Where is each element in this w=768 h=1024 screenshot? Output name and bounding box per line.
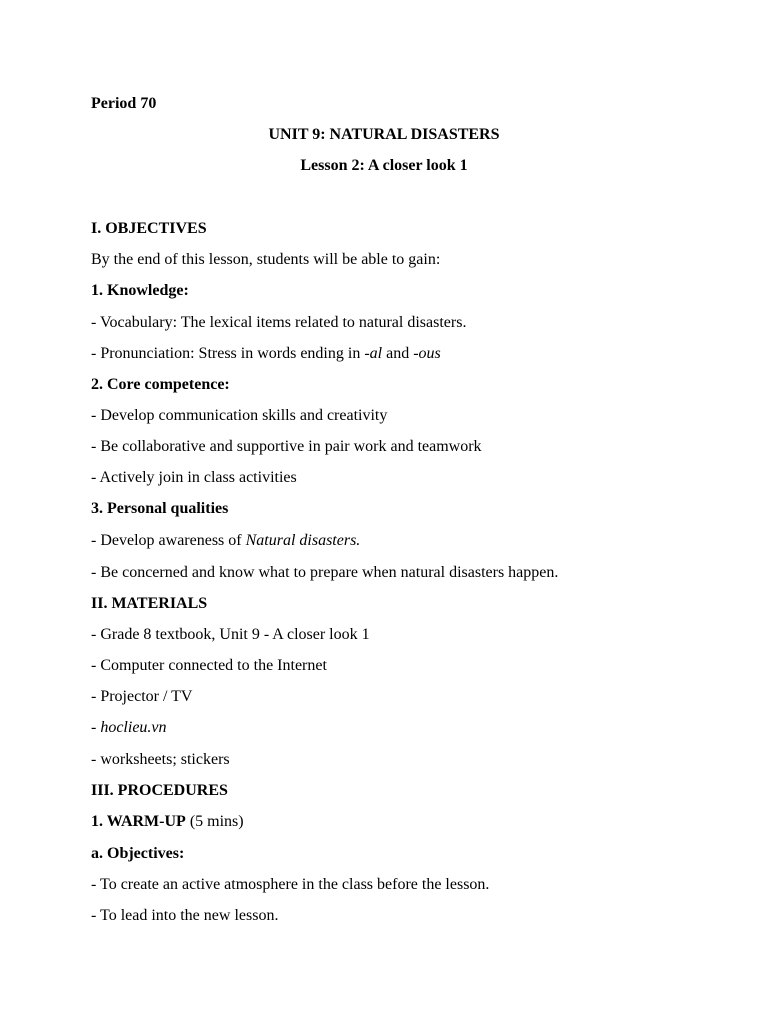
warmup-duration: (5 mins) <box>185 813 244 830</box>
core-competence-heading: 2. Core competence: <box>91 376 230 393</box>
core-competence-item: - Be collaborative and supportive in pair work and teamwork <box>91 438 482 455</box>
warmup-objectives-heading: a. Objectives: <box>91 845 185 862</box>
knowledge-heading: 1. Knowledge: <box>91 282 189 299</box>
awareness-item <box>91 531 360 551</box>
objectives-heading: I. OBJECTIVES <box>91 220 207 237</box>
pronunciation-prefix: - Pronunciation: Stress in words ending in <box>91 345 365 362</box>
website-dash: - <box>91 719 101 736</box>
core-competence-item: - Actively join in class activities <box>91 469 297 486</box>
warmup-item <box>91 812 244 832</box>
pronunciation-suffix-al: -al <box>364 345 383 362</box>
pronunciation-suffix-ous: -ous <box>413 345 441 362</box>
pronunciation-and: and <box>382 345 414 362</box>
warmup-objective-item: - To lead into the new lesson. <box>91 907 279 924</box>
materials-computer: - Computer connected to the Internet <box>91 657 327 674</box>
materials-worksheets: - worksheets; stickers <box>91 751 230 768</box>
objectives-intro: By the end of this lesson, students will be able to gain: <box>91 251 441 268</box>
materials-heading: II. MATERIALS <box>91 595 208 612</box>
materials-textbook: - Grade 8 textbook, Unit 9 - A closer look 1 <box>91 626 370 643</box>
vocabulary-item: - Vocabulary: The lexical items related to natural disasters. <box>91 314 467 331</box>
unit-title: UNIT 9: NATURAL DISASTERS <box>268 126 500 143</box>
warmup-heading: 1. WARM-UP <box>91 813 186 830</box>
period-label: Period 70 <box>91 95 157 112</box>
procedures-heading: III. PROCEDURES <box>91 782 228 799</box>
warmup-objective-item: - To create an active atmosphere in the class before the lesson. <box>91 876 490 893</box>
concern-item: - Be concerned and know what to prepare when natural disasters happen. <box>91 564 559 581</box>
awareness-prefix: - Develop awareness of <box>91 532 246 549</box>
lesson-title: Lesson 2: A closer look 1 <box>300 157 468 174</box>
awareness-topic: Natural disasters. <box>245 532 361 549</box>
pronunciation-item <box>91 344 441 364</box>
website-name: hoclieu.vn <box>100 719 167 736</box>
personal-qualities-heading: 3. Personal qualities <box>91 500 229 517</box>
core-competence-item: - Develop communication skills and creativity <box>91 407 388 424</box>
materials-projector: - Projector / TV <box>91 688 193 705</box>
materials-website-item <box>91 718 167 738</box>
